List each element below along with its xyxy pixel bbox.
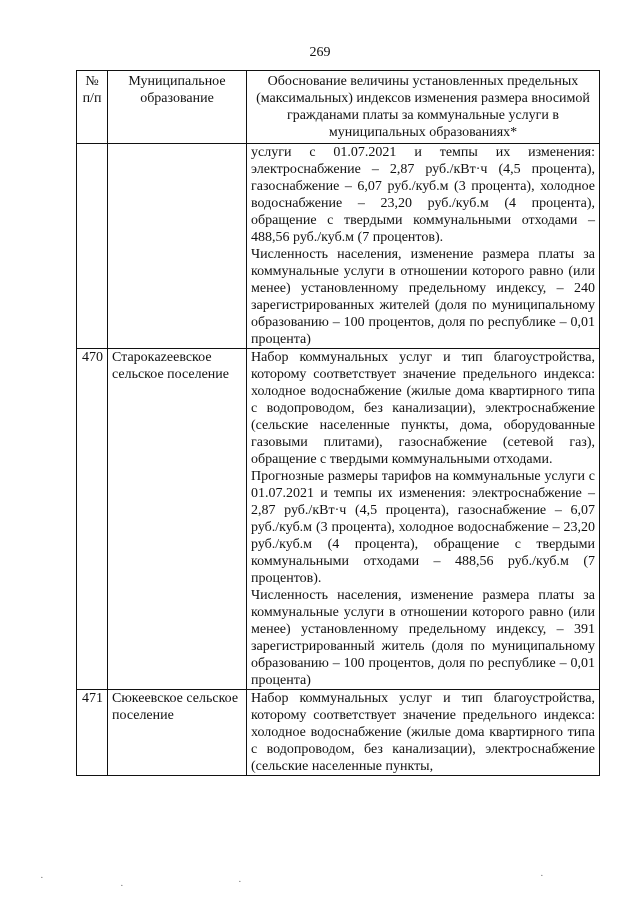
page-number: 269 bbox=[309, 45, 331, 60]
scan-speck: · bbox=[238, 876, 242, 888]
row-municipality: Сюкеевское сельское поселение bbox=[108, 690, 247, 776]
justification-paragraph: Численность населения, изменение размера платы за коммунальные услуги в отношении которого равно (или менее) установленному предельному индексу, – 240 зарегистрированных жителей (доля по муниципальному образованию – 100 процентов, доля по республике – 0,01 процента) bbox=[251, 247, 595, 347]
header-number: № п/п bbox=[77, 71, 108, 144]
header-justification: Обоснование величины установленных предельных (максимальных) индексов изменения размера вносимой гражданами платы за коммунальные услуги в муниципальных образованиях* bbox=[247, 71, 600, 144]
row-number: 470 bbox=[77, 349, 108, 690]
row-justification-cell bbox=[247, 349, 600, 690]
table-row bbox=[77, 690, 600, 776]
header-municipality: Муниципальное образование bbox=[108, 71, 247, 144]
justification-paragraph: Набор коммунальных услуг и тип благоустройства, которому соответствует значение предельного индекса: холодное водоснабжение (жилые дома квартирного типа с водопроводом, без канализации), электроснабжение (сельские населенные пункты, дома, оборудованные газовыми плитами), газоснабжение (сетевой газ), обращение с твердыми коммунальными отходами. bbox=[251, 350, 595, 467]
tariff-index-table bbox=[76, 70, 600, 776]
row-municipality: Старокazeевское сельское поселение bbox=[108, 349, 247, 690]
row-number: 471 bbox=[77, 690, 108, 776]
scan-speck: · bbox=[40, 872, 44, 884]
table-header-row bbox=[77, 71, 600, 144]
row-number-cell bbox=[77, 144, 108, 349]
justification-paragraph: Набор коммунальных услуг и тип благоустройства, которому соответствует значение предельного индекса: холодное водоснабжение (жилые дома квартирного типа с водопроводом, без канализации), электроснабжение (сельские населенные пункты, bbox=[251, 691, 595, 774]
table-row bbox=[77, 349, 600, 690]
scan-speck: · bbox=[120, 880, 124, 892]
justification-paragraph: Численность населения, изменение размера платы за коммунальные услуги в отношении которого равно (или менее) установленному предельному индексу, – 391 зарегистрированный житель (доля по муниципальному образованию – 100 процентов, доля по республике – 0,01 процента) bbox=[251, 588, 595, 688]
justification-paragraph: услуги с 01.07.2021 и темпы их изменения: электроснабжение – 2,87 руб./кВт·ч (4,5 процента), газоснабжение – 6,07 руб./куб.м (3 процента), холодное водоснабжение – 23,20 руб./куб.м (4 процента), обращение с твердыми коммунальными отходами – 488,56 руб./куб.м (7 процентов). bbox=[251, 145, 595, 245]
row-justification-cell bbox=[247, 144, 600, 349]
justification-paragraph: Прогнозные размеры тарифов на коммунальные услуги с 01.07.2021 и темпы их изменения: электроснабжение – 2,87 руб./кВт·ч (4,5 процента), газоснабжение – 6,07 руб./куб.м (3 процента), холодное водоснабжение – 23,20 руб./куб.м (4 процента), обращение с твердыми коммунальными отходами – 488,56 руб./куб.м (7 процентов). bbox=[251, 469, 595, 586]
row-justification-cell bbox=[247, 690, 600, 776]
scan-speck: · bbox=[540, 870, 544, 882]
row-municipality-cell bbox=[108, 144, 247, 349]
table-row-continuation bbox=[77, 144, 600, 349]
